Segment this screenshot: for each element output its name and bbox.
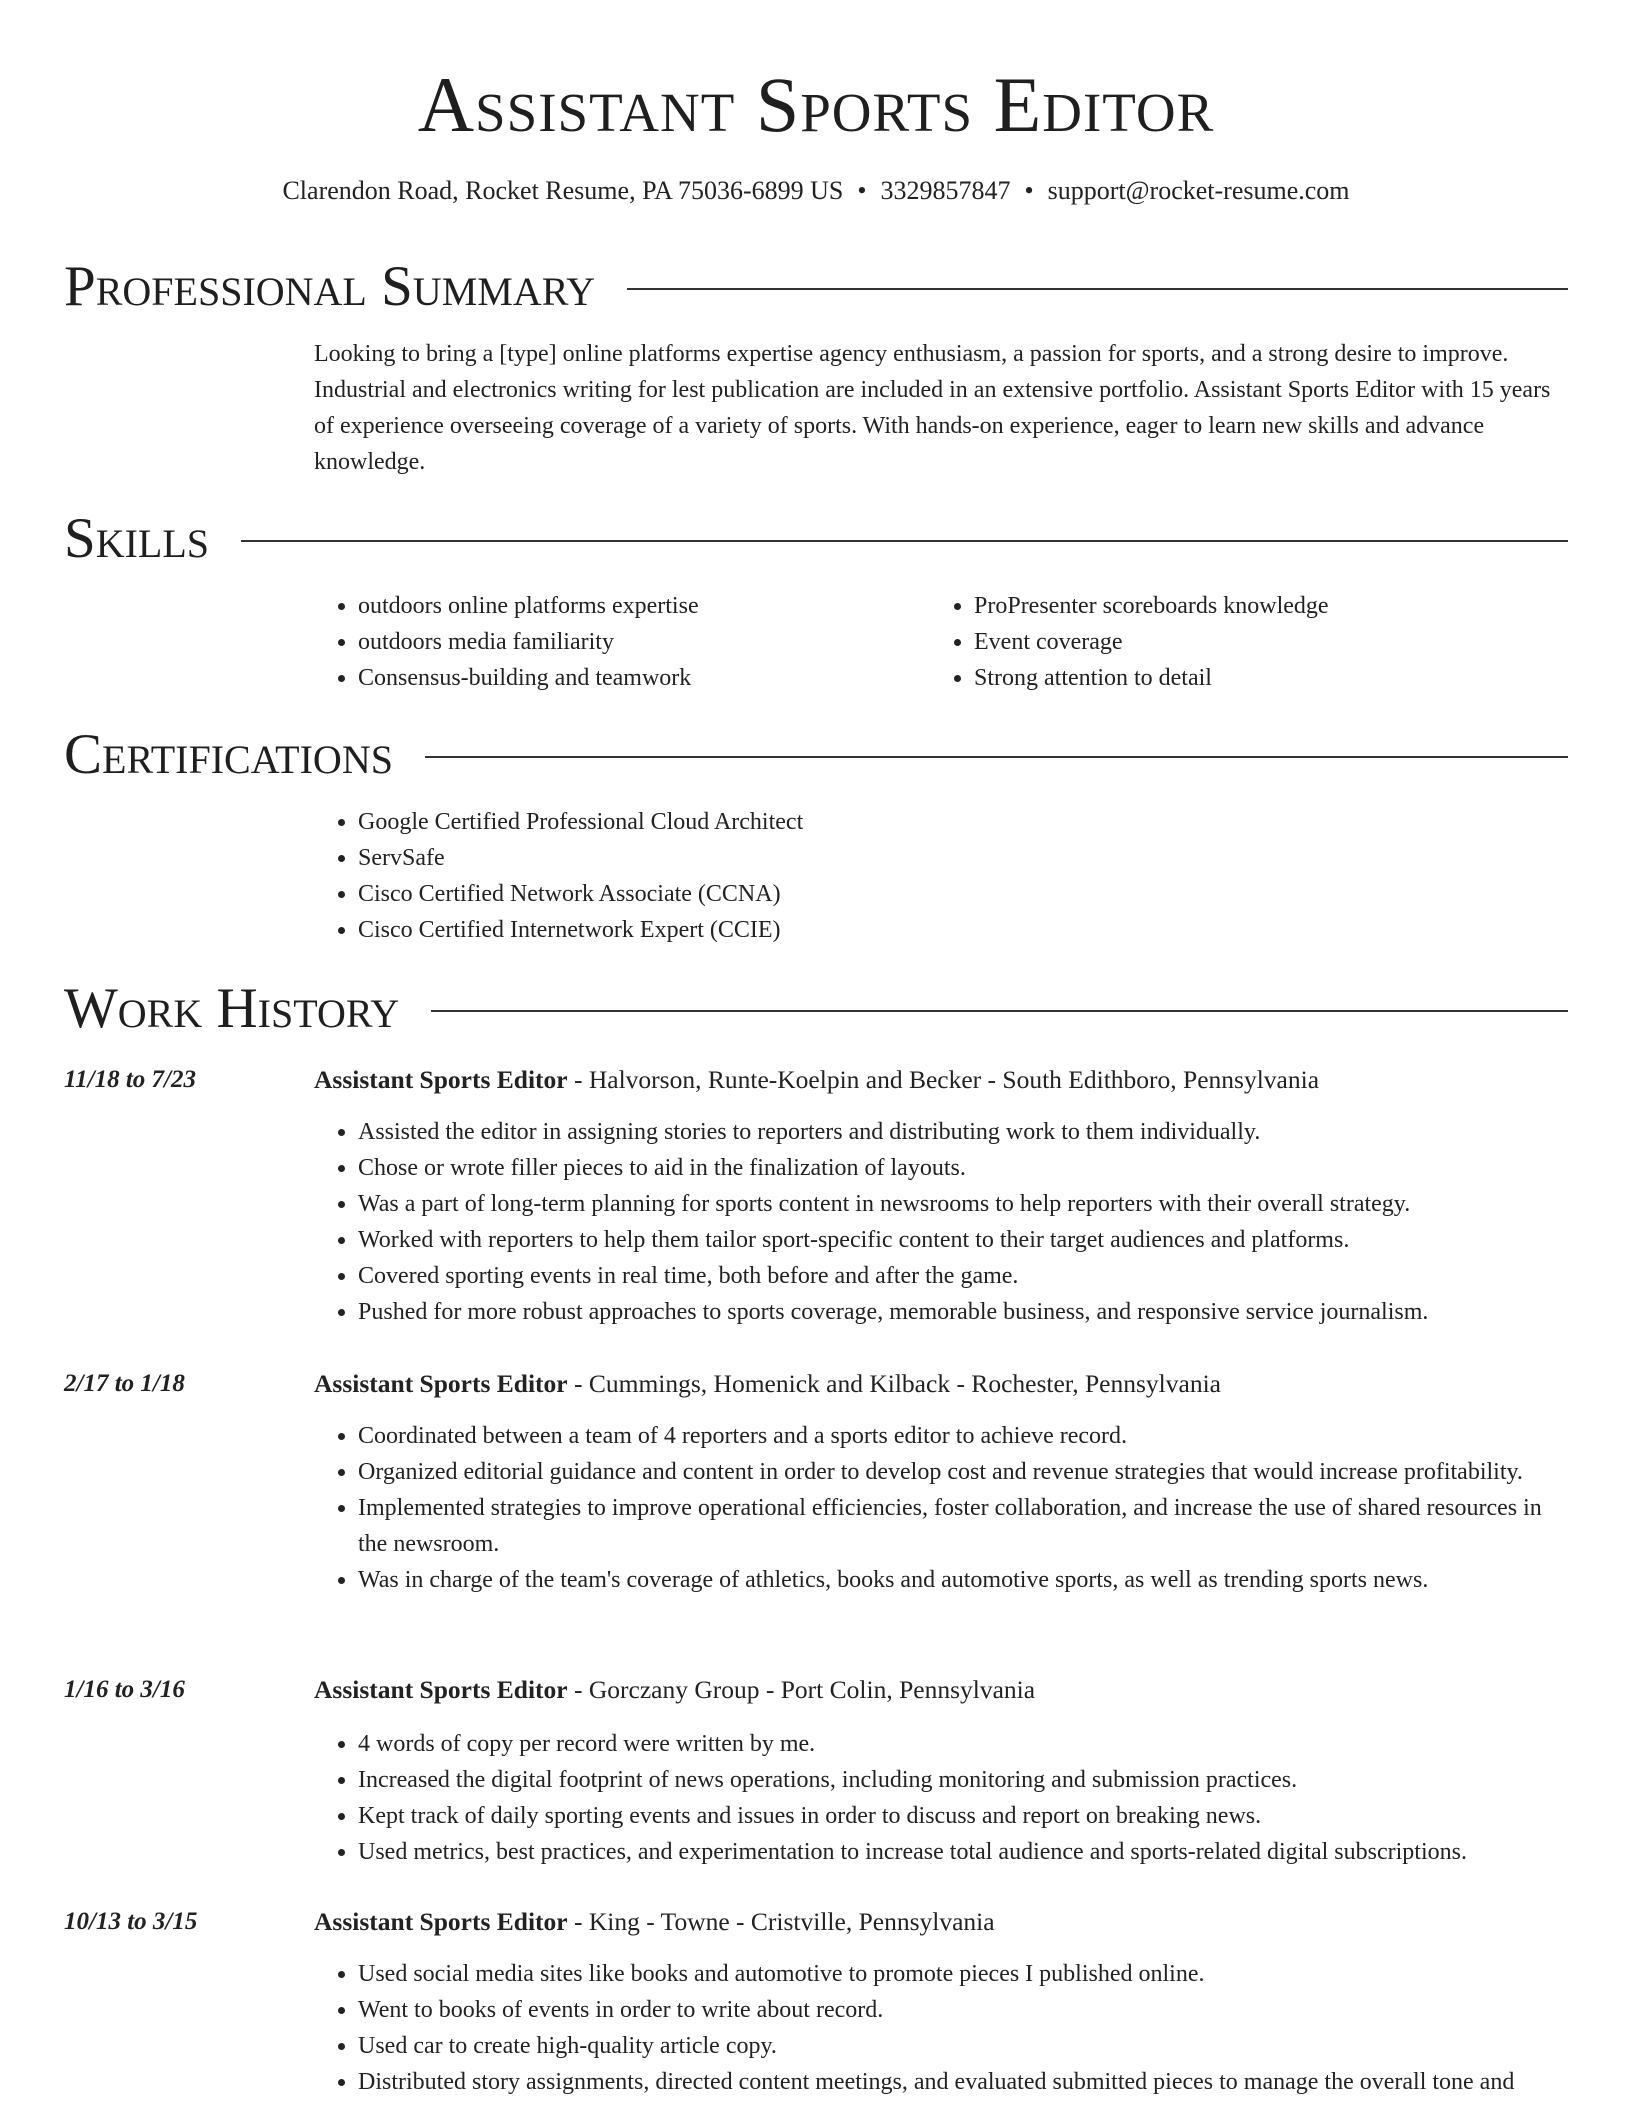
- skill-item: • outdoors media familiarity: [358, 624, 930, 660]
- job-bullet: • Used metrics, best practices, and experimentation to increase total audience and sports-related digital subscriptions.: [358, 1834, 1568, 1870]
- job-bullet: • Kept track of daily sporting events and issues in order to discuss and report on breaking news.: [358, 1798, 1568, 1834]
- separator-dot: •: [857, 176, 867, 205]
- job-bullet: • Was a part of long-term planning for sports content in newsrooms to help reporters with their overall strategy.: [358, 1186, 1568, 1222]
- job-role: Assistant Sports Editor: [314, 1675, 568, 1704]
- skill-item: • Event coverage: [974, 624, 1546, 660]
- job-employer: - Gorczany Group - Port Colin, Pennsylvania: [567, 1675, 1036, 1704]
- certification-item: • Cisco Certified Internetwork Expert (CCIE): [358, 912, 1568, 948]
- job-employer: - Cummings, Homenick and Kilback - Rochester, Pennsylvania: [567, 1369, 1221, 1398]
- skill-item: • outdoors online platforms expertise: [358, 588, 930, 624]
- skills-section-header: [64, 506, 1568, 572]
- skill-item: • ProPresenter scoreboards knowledge: [974, 588, 1546, 624]
- job-bullet: • 4 words of copy per record were written by me.: [358, 1726, 1568, 1762]
- job-bullet: • Increased the digital footprint of news operations, including monitoring and submission practices.: [358, 1762, 1568, 1798]
- candidate-name: Assistant Sports Editor: [417, 61, 1215, 148]
- job-bullet: • Coordinated between a team of 4 reporters and a sports editor to achieve record.: [358, 1418, 1568, 1454]
- certifications-list: [314, 804, 1568, 948]
- certifications-section-header: [64, 722, 1568, 788]
- work-history-title: Work History: [64, 977, 400, 1040]
- contact-line: [0, 174, 1632, 208]
- job-bullet: • Went to books of events in order to write about record.: [358, 1992, 1568, 2028]
- section-divider: [431, 1010, 1568, 1012]
- skill-item: • Consensus-building and teamwork: [358, 660, 930, 696]
- job-bullet: • Chose or wrote filler pieces to aid in the finalization of layouts.: [358, 1150, 1568, 1186]
- job-title-line: [314, 1366, 1221, 1402]
- job-dates: 10/13 to 3/15: [64, 1908, 198, 1935]
- skills-title: Skills: [64, 507, 210, 570]
- job-employer: - Halvorson, Runte-Koelpin and Becker - South Edithboro, Pennsylvania: [567, 1065, 1320, 1094]
- contact-address: Clarendon Road, Rocket Resume, PA 75036-6899 US: [282, 176, 844, 205]
- job-bullet: • Organized editorial guidance and content in order to develop cost and revenue strategies that would increase profitability.: [358, 1454, 1568, 1490]
- job-employer: - King - Towne - Cristville, Pennsylvania: [567, 1907, 995, 1936]
- job-bullet: • Assisted the editor in assigning stories to reporters and distributing work to them individually.: [358, 1114, 1568, 1150]
- job-title-line: [314, 1062, 1319, 1098]
- job-bullet: • Used social media sites like books and automotive to promote pieces I published online.: [358, 1956, 1568, 1992]
- section-divider: [425, 756, 1568, 758]
- job-title-line: [314, 1672, 1035, 1708]
- separator-dot: •: [1024, 176, 1034, 205]
- job-bullet: • Pushed for more robust approaches to sports coverage, memorable business, and responsive service journalism.: [358, 1294, 1568, 1330]
- job-bullet: • Distributed story assignments, directed content meetings, and evaluated submitted pieces to manage the overall tone and: [358, 2064, 1568, 2100]
- job-bullet: • Covered sporting events in real time, both before and after the game.: [358, 1258, 1568, 1294]
- summary-text: Looking to bring a [type] online platforms expertise agency enthusiasm, a passion for sports, and a strong desire to improve. Industrial and electronics writing for lest publication are included in an extensive portfolio. Assistant Sports Editor with 15 years of experience overseeing coverage of a variety of sports. With hands-on experience, eager to learn new skills and advance knowledge.: [314, 341, 1551, 475]
- job-bullet: • Used car to create high-quality article copy.: [358, 2028, 1568, 2064]
- job-bullets: [314, 1726, 1568, 1870]
- job-bullet: • Worked with reporters to help them tailor sport-specific content to their target audiences and platforms.: [358, 1222, 1568, 1258]
- contact-email: support@rocket-resume.com: [1047, 176, 1350, 205]
- job-bullet: • Implemented strategies to improve operational efficiencies, foster collaboration, and increase the use of shared resources in the newsroom.: [358, 1490, 1568, 1562]
- skills-column-left: [314, 588, 930, 696]
- summary-section-header: [64, 254, 1568, 320]
- job-role: Assistant Sports Editor: [314, 1907, 568, 1936]
- job-title-line: [314, 1904, 995, 1940]
- certification-item: • Google Certified Professional Cloud Architect: [358, 804, 1568, 840]
- certification-item: • Cisco Certified Network Associate (CCNA): [358, 876, 1568, 912]
- skills-column-right: [930, 588, 1546, 696]
- job-dates: 2/17 to 1/18: [64, 1370, 185, 1397]
- job-bullets: [314, 1114, 1568, 1330]
- job-bullets: [314, 1956, 1568, 2100]
- job-bullet: • Was in charge of the team's coverage of athletics, books and automotive sports, as well as trending sports news.: [358, 1562, 1568, 1598]
- job-role: Assistant Sports Editor: [314, 1369, 568, 1398]
- job-dates: 11/18 to 7/23: [64, 1066, 196, 1093]
- job-dates: 1/16 to 3/16: [64, 1676, 185, 1703]
- job-role: Assistant Sports Editor: [314, 1065, 568, 1094]
- certification-item: • ServSafe: [358, 840, 1568, 876]
- contact-phone: 3329857847: [880, 176, 1011, 205]
- section-divider: [627, 288, 1568, 290]
- skills-list: [314, 588, 1568, 696]
- certifications-title: Certifications: [64, 723, 393, 786]
- work-history-section-header: [64, 976, 1568, 1042]
- section-divider: [241, 540, 1568, 542]
- skill-item: • Strong attention to detail: [974, 660, 1546, 696]
- job-bullets: [314, 1418, 1568, 1598]
- summary-title: Professional Summary: [64, 255, 596, 318]
